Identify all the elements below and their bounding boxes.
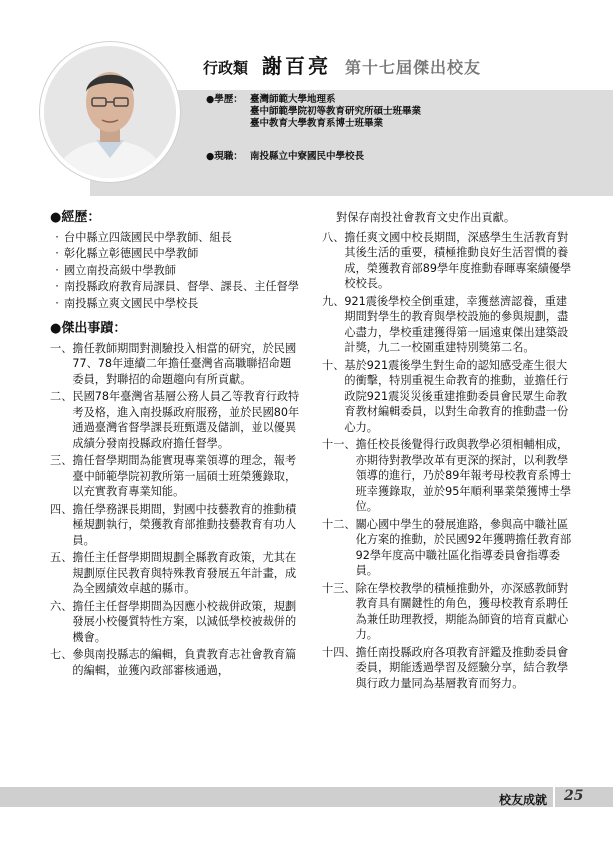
job-text: 南投縣立中寮國民中學校長 [250, 151, 365, 162]
footer-section-label: 校友成就 [498, 793, 547, 807]
achievement-item: 九、 921震後學校全倒重建，幸獲慈濟認養，重建期間對學生的教育與學校設施的參與規劃，盡心盡力，學校重建獲得第一屆遠東傑出建築設計獎，九二一校園重建特別獎第二名。 [322, 294, 569, 354]
person-name: 謝百亮 [262, 54, 332, 78]
person-portrait-icon [44, 46, 176, 178]
achievement-item: 八、 擔任爽文國中校長期間，深感學生生活教育對其後生活的重要，積極推動良好生活習慣的養成，榮獲教育部89學年度推動春暉專案績優學校校長。 [322, 230, 572, 290]
title-row [203, 50, 481, 80]
education-block [206, 94, 421, 130]
left-column [50, 210, 300, 680]
achievement-continuation: 對保存南投社會教育文史作出貢獻。 [336, 211, 516, 224]
experience-heading: ●經歷： [50, 210, 101, 225]
achievement-item: 一、 擔任教師期間對測驗投入相當的研究，於民國77、78年連續二年擔任臺灣省高職聯招命題委員，對聯招的命題趨向有所貢獻。 [50, 341, 297, 386]
achievement-item: 十二、 關心國中學生的發展進路，參與高中職社區化方案的推動，於民國92年獲聘擔任教育部92學年度高中職社區化指導委員會指導委員。 [322, 517, 572, 577]
experience-item: · 台中縣立四箴國民中學教師、組長 [55, 230, 232, 244]
achievement-item: 三、 擔任督學期間為能實現專業領導的理念，報考臺中師範學院初教所第一屆碩士班榮獲錄取，以充實教育專業知能。 [50, 454, 297, 498]
page-number: 25 [564, 788, 584, 804]
right-column [322, 210, 572, 693]
current-job [206, 148, 364, 162]
award-title: 第十七屆傑出校友 [345, 58, 482, 77]
category-label: 行政類 [203, 59, 249, 77]
achievement-item: 十、 基於921震後學生對生命的認知感受產生很大的衝擊，特別重視生命教育的推動，並擔任行政院921震災災後重建推動委員會民眾生命教育教材編輯委員，以對生命教育的推動盡一份心力。 [322, 358, 569, 434]
job-label: ●現職： [206, 151, 243, 162]
achievement-item: 七、 參與南投縣志的編輯，負責教育志社會教育篇的編輯，並獲內政部審核通過， [50, 648, 297, 677]
achievement-item: 十一、 擔任校長後覺得行政與教學必須相輔相成，亦期待對教學改革有更深的探討，以利教學領導的進行，乃於89年報考母校教育系博士班幸獲錄取，並於95年順利畢業榮獲博士學位。 [322, 438, 572, 513]
achievement-item: 二、 民國78年臺灣省基層公務人員乙等教育行政特考及格，進入南投縣政府服務，並於民國80年通過臺灣省督學課長班甄選及儲訓，並以優異成績分發南投縣政府擔任督學。 [50, 390, 300, 450]
experience-item: · 國立南投高級中學教師 [55, 263, 176, 277]
achievement-item: 十三、 除在學校教學的積極推動外，亦深感教師對教育具有關鍵性的角色，獲母校教育系聘任為兼任助理教授，期能為師資的培育貢獻心力。 [322, 581, 569, 641]
achievements-heading: ●傑出事蹟： [50, 321, 127, 336]
experience-item: · 彰化縣立彰德國民中學教師 [55, 247, 199, 260]
education-label: ●學歷： [206, 94, 243, 105]
experience-item: · 南投縣立爽文國民中學校長 [55, 296, 199, 310]
education-line: 臺中師範學院初等教育研究所碩士班畢業 [250, 106, 422, 117]
achievement-item: 四、 擔任學務課長期間，對國中技藝教育的推動積極規劃執行，榮獲教育部推動技藝教育有功人員。 [50, 502, 297, 547]
portrait-photo [40, 42, 180, 182]
achievement-item: 六、 擔任主任督學期間為因應小校裁併政策，規劃發展小校優質特性方案，以減低學校被裁併的機會。 [50, 599, 297, 644]
profile-header [0, 0, 613, 196]
footer-divider [553, 787, 555, 807]
achievement-item: 五、 擔任主任督學期間規劃全縣教育政策，尤其在規劃原住民教育與特殊教育發展五年計畫，成為全國績效卓越的縣市。 [50, 551, 297, 595]
achievement-item: 十四、 擔任南投縣政府各項教育評鑑及推動委員會委員，期能透過學習及經驗分享，結合教學與行政力量同為基層教育而努力。 [322, 645, 569, 690]
education-line: 臺灣師範大學地理系 [250, 94, 336, 105]
experience-item: · 南投縣政府教育局課員、督學、課長、主任督學 [55, 280, 299, 293]
education-line: 臺中教育大學教育系博士班畢業 [250, 118, 384, 129]
